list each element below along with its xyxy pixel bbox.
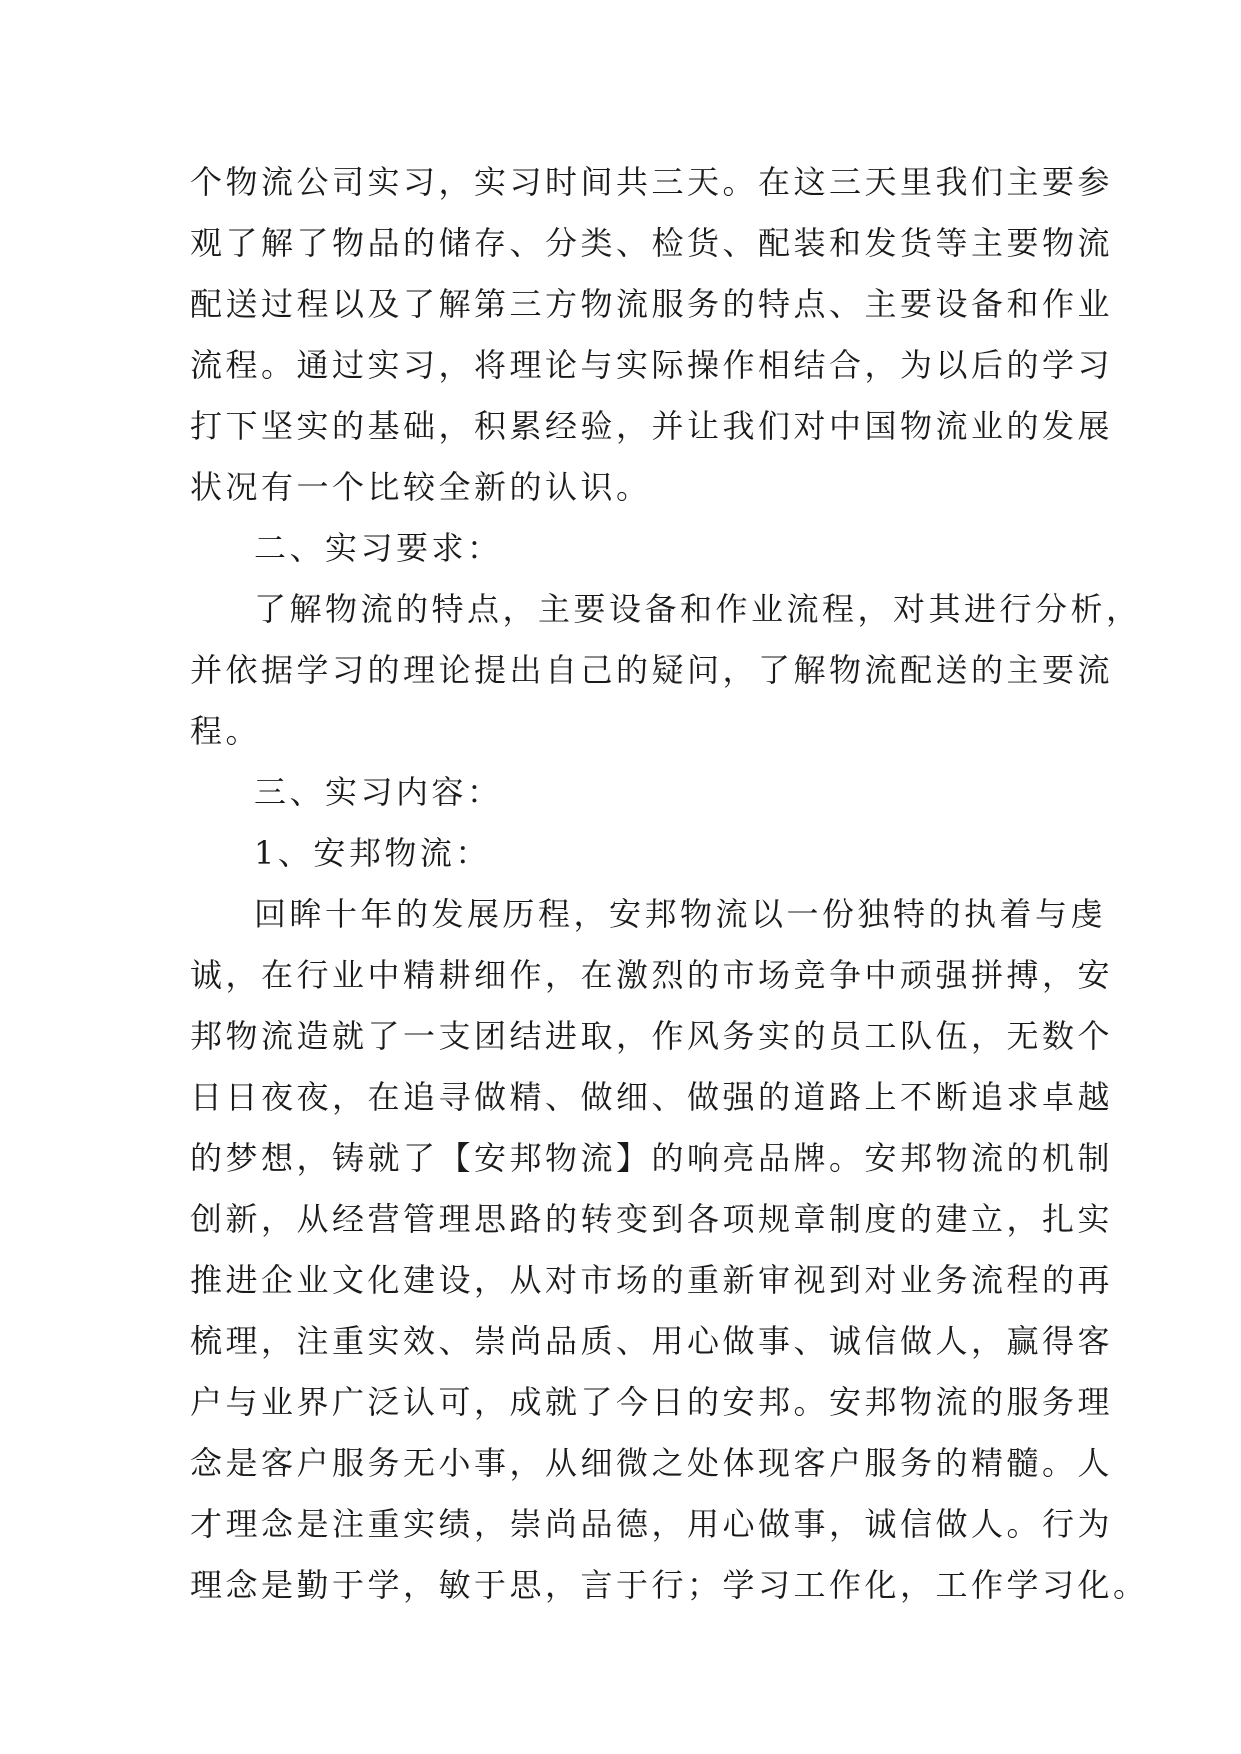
text-line: 打下坚实的基础，积累经验，并让我们对中国物流业的发展	[190, 407, 1114, 445]
text-line: 并依据学习的理论提出自己的疑问，了解物流配送的主要流	[190, 651, 1114, 689]
text-line: 了解物流的特点，主要设备和作业流程，对其进行分析，	[254, 590, 1142, 628]
text-line: 流程。通过实习，将理论与实际操作相结合，为以后的学习	[190, 346, 1114, 384]
text-line: 的梦想，铸就了【安邦物流】的响亮品牌。安邦物流的机制	[190, 1139, 1114, 1177]
text-line: 个物流公司实习，实习时间共三天。在这三天里我们主要参	[190, 163, 1114, 201]
text-line: 理念是勤于学，敏于思，言于行；学习工作化，工作学习化。	[190, 1566, 1149, 1604]
text-line: 才理念是注重实绩，崇尚品德，用心做事，诚信做人。行为	[190, 1505, 1114, 1543]
text-line: 念是客户服务无小事，从细微之处体现客户服务的精髓。人	[190, 1444, 1114, 1482]
document-body	[190, 152, 1149, 1616]
subsection-heading-anbang: 1、安邦物流：	[254, 834, 491, 872]
text-line: 配送过程以及了解第三方物流服务的特点、主要设备和作业	[190, 285, 1114, 323]
text-line: 诚，在行业中精耕细作，在激烈的市场竞争中顽强拼搏，安	[190, 956, 1114, 994]
text-line: 状况有一个比较全新的认识。	[190, 468, 652, 506]
text-line: 创新，从经营管理思路的转变到各项规章制度的建立，扎实	[190, 1200, 1114, 1238]
section-heading-content: 三、实习内容：	[254, 773, 503, 811]
text-line: 推进企业文化建设，从对市场的重新审视到对业务流程的再	[190, 1261, 1114, 1299]
text-line: 邦物流造就了一支团结进取，作风务实的员工队伍，无数个	[190, 1017, 1114, 1055]
text-line: 程。	[190, 712, 262, 750]
text-line: 梳理，注重实效、崇尚品质、用心做事、诚信做人，赢得客	[190, 1322, 1114, 1360]
text-line: 户与业界广泛认可，成就了今日的安邦。安邦物流的服务理	[190, 1383, 1114, 1421]
section-heading-requirements: 二、实习要求：	[254, 529, 503, 567]
text-line: 观了解了物品的储存、分类、检货、配装和发货等主要物流	[190, 224, 1114, 262]
text-line: 回眸十年的发展历程，安邦物流以一份独特的执着与虔	[254, 895, 1107, 933]
text-line: 日日夜夜，在追寻做精、做细、做强的道路上不断追求卓越	[190, 1078, 1114, 1116]
